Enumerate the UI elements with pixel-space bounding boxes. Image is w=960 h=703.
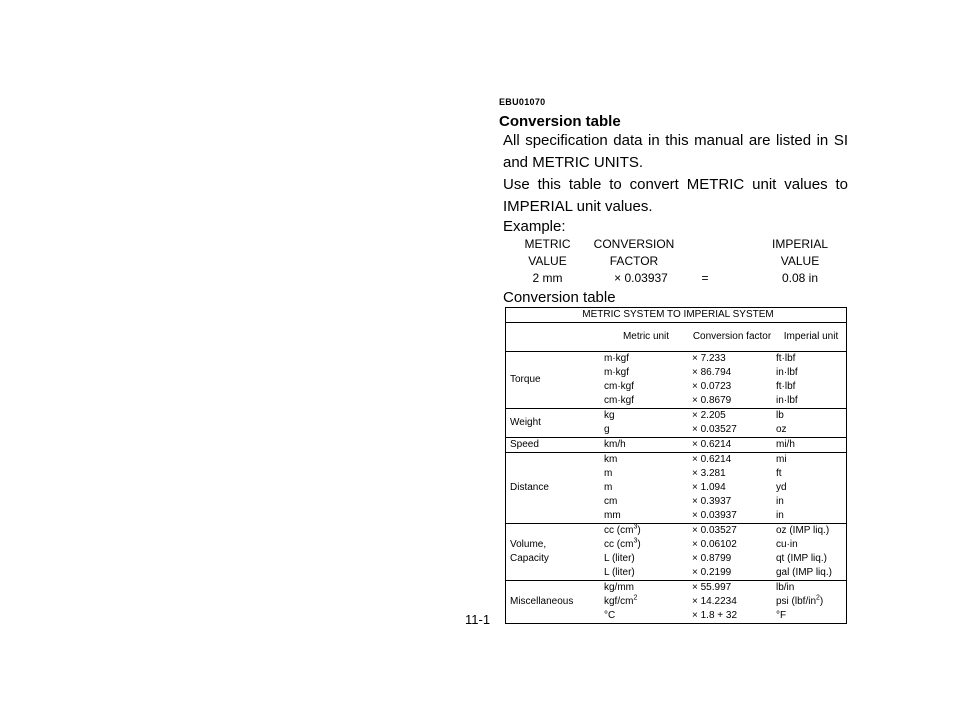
metric-unit: cm·kgf <box>604 395 634 406</box>
imperial-unit: ft·lbf <box>776 353 796 364</box>
imperial-unit: °F <box>776 610 787 621</box>
torque-imperial-units <box>772 352 847 409</box>
metric-unit: mm <box>604 510 621 521</box>
example-factor-value: × 0.03937 <box>614 271 668 285</box>
example-metric-value: 2 mm <box>532 271 563 285</box>
conversion-factor: × 0.6214 <box>692 454 732 465</box>
conversion-factor: × 86.794 <box>692 367 732 378</box>
imperial-unit: lb/in <box>776 582 795 593</box>
conversion-factor: × 1.094 <box>692 482 726 493</box>
distance-factors <box>688 453 772 524</box>
metric-unit <box>604 595 688 609</box>
conversion-factor: × 0.03937 <box>692 510 737 521</box>
weight-imperial-units <box>772 409 847 438</box>
imperial-unit: gal (IMP liq.) <box>776 567 832 578</box>
unit-exponent: 2 <box>816 594 820 602</box>
metric-unit: m·kgf <box>604 353 629 364</box>
unit-close-paren: ) <box>637 539 641 550</box>
unit-exponent: 3 <box>633 537 638 545</box>
example-equals-sign: = <box>701 271 709 285</box>
conversion-factor: × 0.0723 <box>692 381 732 392</box>
imperial-unit: ft·lbf <box>776 381 796 392</box>
imperial-unit: in·lbf <box>776 395 798 406</box>
imperial-unit: lb <box>776 410 784 421</box>
table-row-volume <box>506 524 847 581</box>
column-header-metric: Metric unit <box>622 331 670 342</box>
imperial-unit <box>776 595 846 609</box>
metric-unit-base: kgf/cm <box>604 596 634 607</box>
unit-close-paren: ) <box>637 525 641 536</box>
imperial-unit: ft <box>776 468 782 479</box>
example-header-row-2 <box>0 252 960 270</box>
table-row-weight <box>506 409 847 438</box>
category-weight: Weight <box>506 409 601 438</box>
metric-unit-base: cc (cm <box>604 539 634 550</box>
misc-imperial-units <box>772 581 847 624</box>
conversion-factor: × 2.205 <box>692 410 726 421</box>
metric-unit: °C <box>604 610 616 621</box>
conversion-table <box>505 307 847 624</box>
conversion-factor: × 0.3937 <box>692 496 732 507</box>
table-row-distance <box>506 453 847 524</box>
weight-metric-units <box>600 409 688 438</box>
example-factor-header: CONVERSION <box>593 237 675 251</box>
metric-unit: kg <box>604 410 615 421</box>
category-distance: Distance <box>506 453 601 524</box>
table-row-speed <box>506 438 847 453</box>
distance-metric-units <box>600 453 688 524</box>
metric-unit-base: cc (cm <box>604 525 634 536</box>
example-metric-subheader: VALUE <box>528 254 567 268</box>
category-torque: Torque <box>506 352 601 409</box>
volume-factors <box>688 524 772 581</box>
table-heading: METRIC SYSTEM TO IMPERIAL SYSTEM <box>506 308 847 323</box>
metric-unit: L (liter) <box>604 567 635 578</box>
imperial-unit: in <box>776 510 784 521</box>
conversion-factor: × 0.8799 <box>692 553 732 564</box>
conversion-factor: × 7.233 <box>692 353 726 364</box>
column-header-row <box>506 323 847 352</box>
unit-close-paren: ) <box>819 596 824 607</box>
conversion-factor: × 0.06102 <box>692 539 737 550</box>
metric-unit: m·kgf <box>604 367 629 378</box>
distance-imperial-units <box>772 453 847 524</box>
page-number: 11-1 <box>465 612 491 627</box>
column-header-category <box>506 323 601 352</box>
volume-metric-units <box>600 524 688 581</box>
imperial-unit: mi/h <box>776 439 795 450</box>
table-row-miscellaneous <box>506 581 847 624</box>
page-title: Conversion table <box>499 113 621 130</box>
example-values-row <box>0 269 960 287</box>
metric-unit <box>604 538 688 552</box>
metric-unit: km <box>604 454 618 465</box>
conversion-factor: × 1.8 + 32 <box>692 610 738 621</box>
conversion-factor: × 0.6214 <box>692 439 732 450</box>
weight-factors <box>688 409 772 438</box>
example-header-row-1 <box>0 235 960 253</box>
example-imperial-value: 0.08 in <box>781 271 819 285</box>
category-miscellaneous: Miscellaneous <box>506 581 601 624</box>
metric-unit: m <box>604 482 613 493</box>
metric-unit: m <box>604 468 613 479</box>
conversion-factor: × 0.03527 <box>692 525 737 536</box>
section-code: EBU01070 <box>499 97 546 107</box>
torque-factors <box>688 352 772 409</box>
table-heading-row <box>506 308 847 323</box>
imperial-unit: qt (IMP liq.) <box>776 553 827 564</box>
category-name-line: Capacity <box>510 553 549 564</box>
table-row-torque <box>506 352 847 409</box>
category-volume-capacity <box>506 524 601 581</box>
metric-unit: cm·kgf <box>604 381 634 392</box>
example-imperial-subheader: VALUE <box>780 254 820 268</box>
column-header-factor: Conversion factor <box>692 331 772 342</box>
volume-imperial-units <box>772 524 847 581</box>
imperial-unit-base: psi (lbf/in <box>776 596 817 607</box>
imperial-unit: oz (IMP liq.) <box>776 525 830 536</box>
conversion-factor: × 14.2234 <box>692 596 737 607</box>
imperial-unit: mi <box>776 454 787 465</box>
example-imperial-header: IMPERIAL <box>771 237 828 251</box>
imperial-unit: yd <box>776 482 787 493</box>
unit-exponent: 2 <box>633 594 638 602</box>
intro-paragraph-2: Use this table to convert METRIC unit values to IMPERIAL unit values. <box>503 176 848 215</box>
speed-factors <box>688 438 772 453</box>
speed-metric-units <box>600 438 688 453</box>
metric-unit: km/h <box>604 439 626 450</box>
metric-unit: g <box>604 424 610 435</box>
category-speed: Speed <box>506 438 601 453</box>
unit-exponent: 3 <box>633 523 638 531</box>
misc-factors <box>688 581 772 624</box>
speed-imperial-units <box>772 438 847 453</box>
table-caption: Conversion table <box>503 289 616 306</box>
metric-unit: L (liter) <box>604 553 635 564</box>
conversion-factor: × 3.281 <box>692 468 726 479</box>
imperial-unit: in <box>776 496 784 507</box>
metric-unit <box>604 524 688 538</box>
example-metric-header: METRIC <box>524 237 571 251</box>
example-factor-subheader: FACTOR <box>609 254 659 268</box>
torque-metric-units <box>600 352 688 409</box>
column-header-imperial: Imperial unit <box>783 331 839 342</box>
metric-unit: cm <box>604 496 618 507</box>
metric-unit: kg/mm <box>604 582 634 593</box>
conversion-factor: × 55.997 <box>692 582 732 593</box>
category-name-line: Volume, <box>510 539 547 550</box>
misc-metric-units <box>600 581 688 624</box>
conversion-factor: × 0.8679 <box>692 395 732 406</box>
conversion-factor: × 0.03527 <box>692 424 737 435</box>
imperial-unit: cu·in <box>776 539 798 550</box>
example-label: Example: <box>503 218 566 235</box>
imperial-unit: oz <box>776 424 787 435</box>
imperial-unit: in·lbf <box>776 367 798 378</box>
conversion-factor: × 0.2199 <box>692 567 732 578</box>
intro-paragraph-1: All specification data in this manual are listed in SI and METRIC UNITS. <box>503 132 848 171</box>
